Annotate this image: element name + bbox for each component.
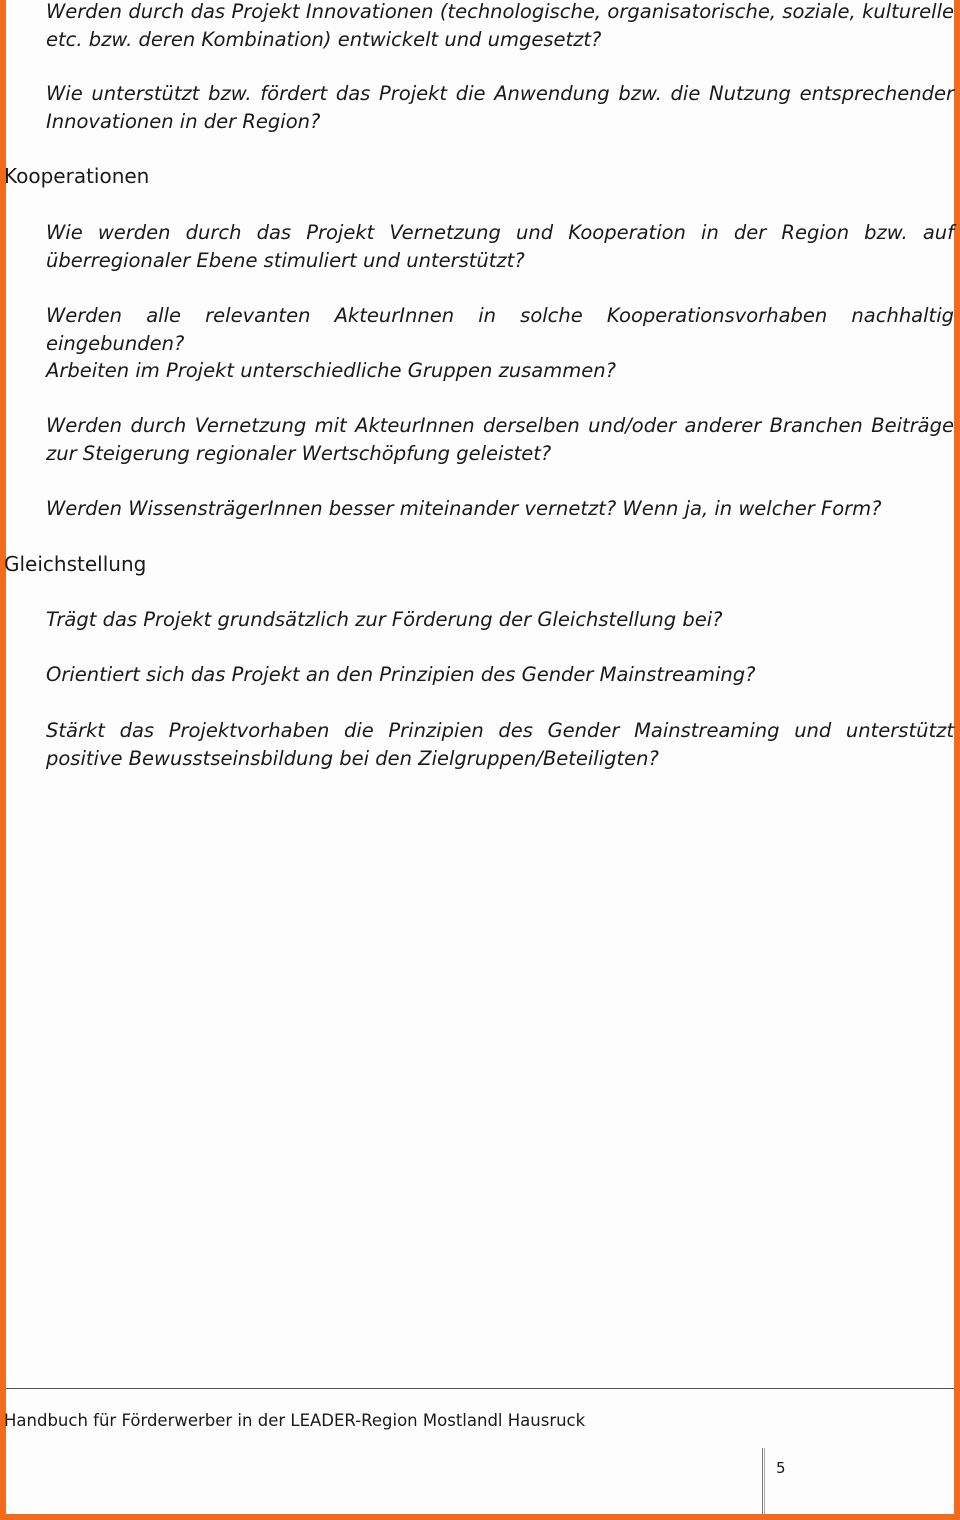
heading-gleichstellung: Gleichstellung <box>4 552 147 576</box>
kooperationen-question-2: Werden alle relevanten AkteurInnen in solche Kooperationsvorhaben nachhaltig eingebunden? <box>46 304 954 355</box>
kooperationen-question-3: Arbeiten im Projekt unterschiedliche Gruppen zusammen? <box>46 359 616 382</box>
innovation-question-2: Wie unterstützt bzw. fördert das Projekt die Anwendung bzw. die Nutzung entsprechender Innovationen in der Region? <box>46 82 954 133</box>
page-number: 5 <box>776 1459 786 1477</box>
kooperationen-question-4: Werden durch Vernetzung mit AkteurInnen derselben und/oder anderer Branchen Beiträge zur Steigerung regionaler Wertschöpfung geleistet? <box>46 414 954 465</box>
gleichstellung-question-1: Trägt das Projekt grundsätzlich zur Förderung der Gleichstellung bei? <box>46 608 723 631</box>
footer-rule <box>6 1388 954 1389</box>
kooperationen-question-1: Wie werden durch das Projekt Vernetzung und Kooperation in der Region bzw. auf überregionaler Ebene stimuliert und unterstützt? <box>46 221 954 272</box>
footer-title: Handbuch für Förderwerber in der LEADER-Region Mostlandl Hausruck <box>4 1411 586 1430</box>
innovation-question-1: Werden durch das Projekt Innovationen (technologische, organisatorische, soziale, kulturelle etc. bzw. deren Kombination) entwickelt und umgesetzt? <box>46 0 954 51</box>
heading-kooperationen: Kooperationen <box>4 164 150 188</box>
gleichstellung-question-2: Orientiert sich das Projekt an den Prinzipien des Gender Mainstreaming? <box>46 663 756 686</box>
page-number-divider <box>762 1448 765 1514</box>
kooperationen-question-5: Werden WissensträgerInnen besser miteinander vernetzt? Wenn ja, in welcher Form? <box>46 497 882 520</box>
gleichstellung-question-3: Stärkt das Projektvorhaben die Prinzipien des Gender Mainstreaming und unterstützt positive Bewusstseinsbildung bei den Zielgruppen/Beteiligten? <box>46 719 954 770</box>
